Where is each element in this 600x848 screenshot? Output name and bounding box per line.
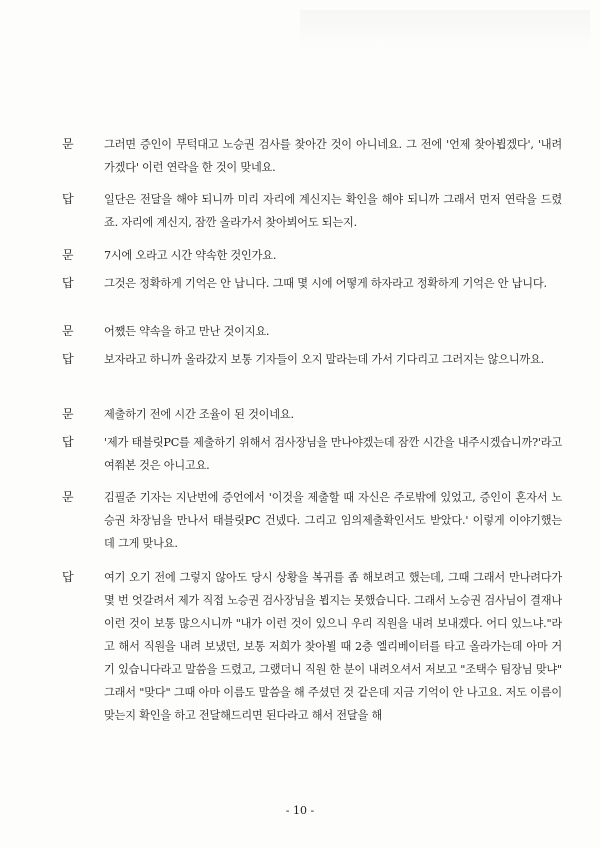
question-2 [62,244,562,267]
speaker-label: 답 [62,276,74,290]
statement-text: 보자라고 하니까 올라갔지 보통 기자들이 오지 말라는데 가서 기다리고 그러지는 않으니까요. [104,353,544,366]
speaker-label: 답 [62,192,74,206]
question-1 [62,133,562,179]
speaker-label: 문 [62,324,74,338]
statement-text: '제가 태블릿PC를 제출하기 위해서 검사장님을 만나야겠는데 잠깐 시간을 내주시겠습니까?'라고 여쭤본 것은 아니고요. [104,436,562,472]
speaker-label: 답 [62,352,74,366]
statement-text: 일단은 전달을 해야 되니까 미리 자리에 계신지는 확인을 해야 되니까 그래서 먼저 연락을 드렸죠. 자리에 계신지, 잠깐 올라가서 찾아뵈어도 되는지. [104,193,562,229]
answer-1 [62,188,562,234]
speaker-label: 문 [62,248,74,262]
speaker-label: 문 [62,490,74,504]
speaker-label: 답 [62,570,74,584]
question-4 [62,403,562,426]
statement-text: 김필준 기자는 지난번에 증언에서 '이것을 제출할 때 자신은 주로밖에 있었고, 증인이 혼자서 노승권 차장님을 만나서 태블릿PC 건넸다. 그리고 임의제출확인서도 받았다.' 이렇게 이야기했는데 그게 맞나요. [104,491,562,550]
answer-4 [62,431,562,477]
question-5 [62,486,562,555]
statement-text: 제출하기 전에 시간 조율이 된 것이네요. [104,408,294,421]
statement-text: 그러면 증인이 무턱대고 노승권 검사를 찾아간 것이 아니네요. 그 전에 '언제 찾아뵙겠다', '내려가겠다' 이런 연락을 한 것이 맞네요. [104,138,562,174]
statement-text: 어쨌든 약속을 하고 만난 것이지요. [104,325,270,338]
statement-text: 그것은 정확하게 기억은 안 납니다. 그때 몇 시에 어떻게 하자라고 정확하게 기억은 안 납니다. [104,277,547,290]
statement-text: 여기 오기 전에 그렇지 않아도 당시 상황을 복귀를 좀 해보려고 했는데, 그때 그래서 만나려다가 몇 번 엇갈려서 제가 직접 노승권 검사장님을 뵙지는 못했습니다. 그래서 노승권 검사님이 결재나 이런 것이 보통 많으시니까 "내가 이런 것이 있으니 우리 직원을 내려 보내겠다. 어디 있느냐."라고 해서 직원을 내려 보냈던, 보통 저희가 찾아뵐 때 2층 엘리베이터를 타고 올라가는데 아마 거기 있습니다라고 말씀을 드렸고, 그랬더니 직원 한 분이 내려오셔서 저보고 "조택수 팀장님 맞냐" 그래서 "맞다" 그때 아마 이름도 말씀을 해 주셨던 것 같은데 지금 기억이 안 나고요. 저도 이름이 맞는지 확인을 하고 전달해드리면 된다라고 해서 전달을 해 [104,571,562,722]
speaker-label: 문 [62,407,74,421]
question-3 [62,320,562,343]
answer-2 [62,272,562,295]
page-number: - 10 - [285,804,315,817]
statement-text: 7시에 오라고 시간 약속한 것인가요. [104,249,277,262]
scan-artifact [300,10,590,50]
speaker-label: 답 [62,435,74,449]
speaker-label: 문 [62,137,74,151]
answer-3 [62,348,562,371]
answer-5 [62,566,562,727]
